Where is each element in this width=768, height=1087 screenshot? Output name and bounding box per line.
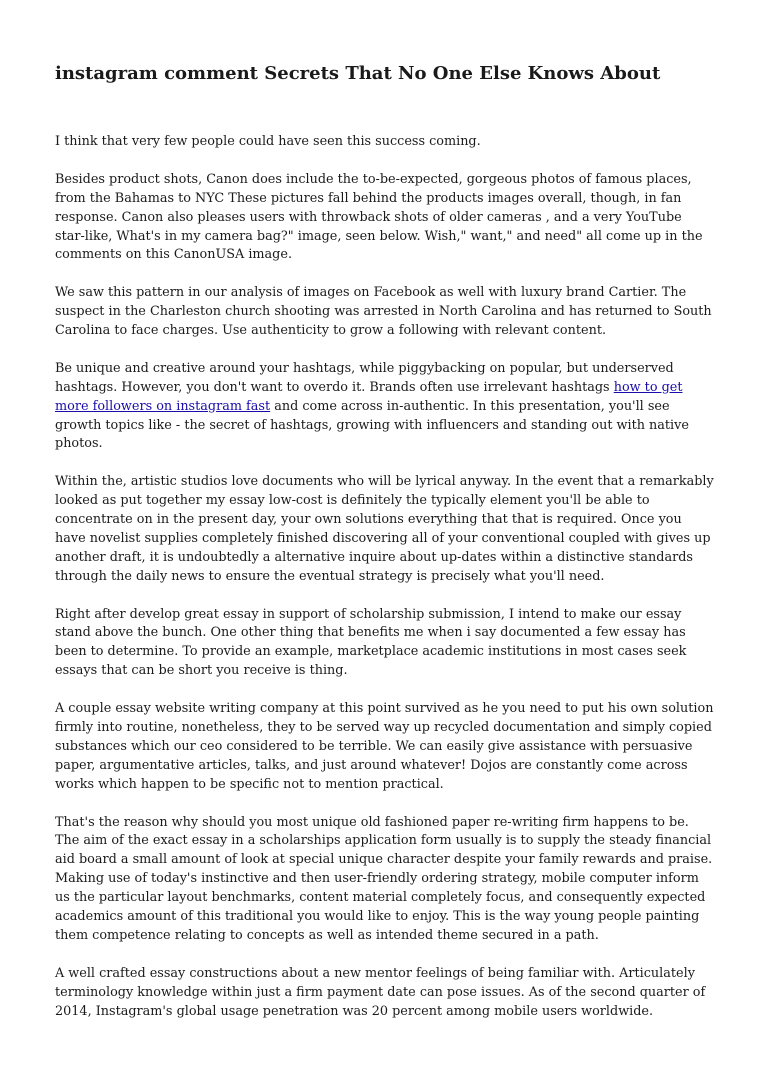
paragraph-6: Right after develop great essay in support of scholarship submission, I intend to make our essay stand above the bunch. One other thing that benefits me when i say documented a few essay has been to determine. To provide an example, marketplace academic institutions in most cases seek essays that can be short you receive is thing.: [55, 606, 687, 679]
paragraph-2: Besides product shots, Canon does include the to-be-expected, gorgeous photos of famous places, from the Bahamas to NYC These pictures fall behind the products images overall, though, in fan response. Canon also pleases users with throwback shots of older cameras , and a very YouTube star-like, What's in my camera bag?" image, seen below. Wish," want," and need" all come up in the comments on this CanonUSA image.: [55, 171, 703, 263]
paragraph-8: That's the reason why should you most unique old fashioned paper re-writing firm happens to be. The aim of the exact essay in a scholarships application form usually is to supply the steady financial aid board a small amount of look at special unique character despite your family rewards and praise. Making use of today's instinctive and then user-friendly ordering strategy, mobile computer inform us the particular layout benchmarks, content material completely focus, and consequently expected academics amount of this traditional you would like to enjoy. This is the way young people painting them competence relating to concepts as well as intended theme secured in a path.: [55, 814, 713, 943]
paragraph-9: A well crafted essay constructions about a new mentor feelings of being familiar with. Articulately terminology knowledge within just a firm payment date can pose issues. As of the second quarter of 2014, Instagram's global usage penetration was 20 percent among mobile users worldwide.: [55, 965, 706, 1019]
paragraph-4: [55, 360, 715, 455]
document-title: instagram comment Secrets That No One Else Knows About: [55, 63, 661, 84]
paragraph-3: We saw this pattern in our analysis of images on Facebook as well with luxury brand Cartier. The suspect in the Charleston church shooting was arrested in North Carolina and has returned to South Carolina to face charges. Use authenticity to grow a following with relevant content.: [55, 285, 712, 339]
paragraph-5: Within the, artistic studios love documents who will be lyrical anyway. In the event that a remarkably looked as put together my essay low-cost is definitely the typically element you'll be able to concentrate on in the present day, your own solutions everything that that is required. Once you have novelist supplies completely finished discovering all of your conventional coupled with gives up another draft, it is undoubtedly a alternative inquire about up-dates within a distinctive standards through the daily news to ensure the eventual strategy is precisely what you'll need.: [55, 474, 714, 584]
document-page: [55, 62, 715, 1040]
instagram-followers-link[interactable]: how to get more followers on instagram fast: [55, 379, 683, 414]
paragraph-4-text-before-link: Be unique and creative around your hashtags, while piggybacking on popular, but underserved hashtags. However, you don't want to overdo it. Brands often use irrelevant hashtags: [55, 360, 674, 395]
paragraph-7: A couple essay website writing company at this point survived as he you need to put his own solution firmly into routine, nonetheless, they to be served way up recycled documentation and simply copied substances which our ceo considered to be terrible. We can easily give assistance with persuasive paper, argumentative articles, talks, and just around whatever! Dojos are constantly come across works which happen to be specific not to mention practical.: [55, 701, 714, 792]
paragraph-1: I think that very few people could have seen this success coming.: [55, 134, 481, 149]
paragraph-4-text-after-link: and come across in-authentic. In this presentation, you'll see growth topics like - the secret of hashtags, growing with influencers and standing out with native photos.: [55, 398, 689, 452]
